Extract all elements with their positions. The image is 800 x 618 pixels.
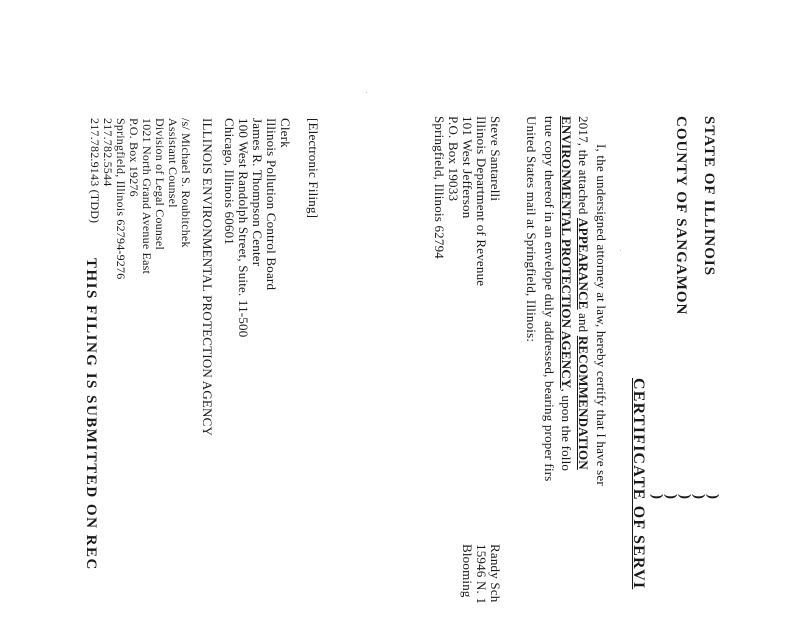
agency-name: ILLINOIS ENVIRONMENTAL PROTECTION AGENCY bbox=[200, 118, 215, 437]
scan-speck bbox=[366, 92, 367, 93]
agency-line-6: Springfield, Illinois 62794-9276 bbox=[114, 118, 128, 280]
agency-line-8: 217.782.9143 (TDD) bbox=[88, 118, 102, 224]
body-line-5: United States mail at Springfield, Illinois: bbox=[524, 116, 539, 343]
agency-line-5: P.O. Box 19276 bbox=[127, 118, 141, 197]
recipient-2-line-3: Blooming bbox=[460, 544, 475, 598]
agency-line-3: Division of Legal Counsel bbox=[153, 118, 167, 250]
recipient-1-line-4: P.O. Box 19033 bbox=[446, 116, 461, 202]
paren-3: ) bbox=[677, 494, 693, 500]
board-line-4: 100 West Randolph Street, Suite. 11-500 bbox=[236, 118, 251, 338]
body-line-1: I, the undersigned attorney at law, hereby certify that I have ser bbox=[594, 144, 609, 486]
paren-5: ) bbox=[649, 494, 665, 500]
body-line-2: 2017, the attached APPEARANCE and RECOMMENDATION bbox=[576, 116, 591, 470]
board-line-3: James R. Thompson Center bbox=[250, 118, 265, 267]
agency-line-1: /s/ Michael S. Roubitchek bbox=[179, 118, 193, 248]
recipient-1-line-1: Steve Santarelli bbox=[488, 116, 503, 202]
agency-line-7: 217.782.5544 bbox=[101, 118, 115, 187]
board-line-1: Clerk bbox=[278, 118, 293, 148]
agency-line-2: Assistant Counsel bbox=[166, 118, 180, 208]
body-line-4: true copy thereof in an envelope duly addressed, bearing proper firs bbox=[542, 116, 557, 482]
scan-speck bbox=[620, 250, 621, 251]
recipient-1-line-5: Springfield, Illinois 62794 bbox=[432, 116, 447, 259]
agency-line-4: 1021 North Grand Avenue East bbox=[140, 118, 154, 275]
recipient-1-line-3: 101 West Jefferson bbox=[460, 116, 475, 219]
body-line-3: ENVIRONMENTAL PROTECTION AGENCY, upon the follo bbox=[559, 116, 574, 472]
board-line-2: Illinois Pollution Control Board bbox=[264, 118, 279, 291]
paren-1: ) bbox=[705, 494, 721, 500]
county-heading: COUNTY OF SANGAMON bbox=[673, 116, 689, 316]
electronic-filing-label: [Electronic Filing] bbox=[306, 118, 321, 219]
board-line-5: Chicago, Illinois 60601 bbox=[222, 118, 237, 246]
recipient-2-line-1: Randy Sch bbox=[488, 544, 503, 603]
certificate-title: CERTIFICATE OF SERVI bbox=[630, 378, 647, 590]
state-heading: STATE OF ILLINOIS bbox=[701, 116, 717, 277]
paren-2: ) bbox=[691, 494, 707, 500]
recipient-1-line-2: Illinois Department of Revenue bbox=[474, 116, 489, 287]
recipient-2-line-2: 15946 N. 1 bbox=[474, 544, 489, 605]
filing-footer: THIS FILING IS SUBMITTED ON REC bbox=[83, 258, 99, 571]
paren-4: ) bbox=[663, 494, 679, 500]
